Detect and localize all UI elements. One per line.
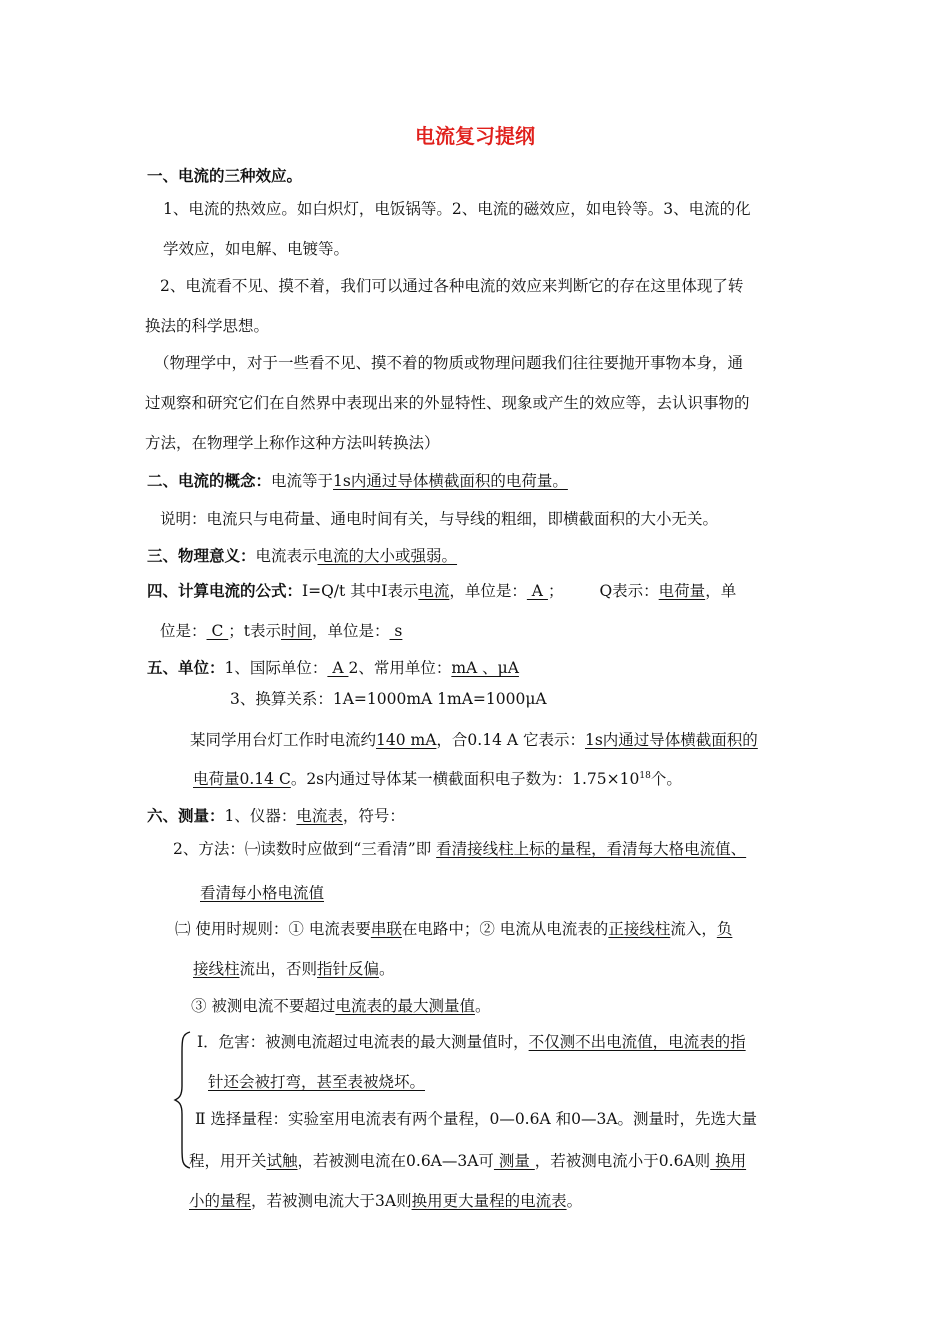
section-4-line-1 — [147, 580, 736, 602]
s3-text: 电流表示 — [255, 547, 318, 565]
section-6-heading: 六、测量： — [147, 807, 225, 825]
s6-range-answer-switch-1: 换用 — [710, 1152, 747, 1170]
s4-text-1: I=Q/t 其中I表示 — [302, 582, 419, 600]
s6-range-line-1: Ⅱ 选择量程：实验室用电流表有两个量程，0—0.6A 和0—3A。测量时，先选大量 — [195, 1110, 758, 1128]
s6-danger-line-2 — [208, 1071, 425, 1093]
s6-rules-answer-reverse: 指针反偏 — [317, 960, 380, 978]
s6-range-text-1: 程，用开关 — [189, 1152, 267, 1170]
s4-answer-unit-c: C — [206, 622, 229, 640]
section-4-line-2 — [160, 620, 402, 642]
s4-answer-unit-a: A — [526, 582, 548, 600]
s5-example-answer-3: 电荷量0.14 C — [193, 770, 291, 788]
s6-range-text-2: ，若被测电流在0.6A—3A可 — [297, 1152, 494, 1170]
s6-rules-text-5: 。 — [379, 960, 395, 978]
s5-example-answer-1: 140 mA — [376, 731, 437, 749]
curly-brace — [173, 1030, 193, 1170]
s4-text-8: ，单位是： — [311, 622, 390, 640]
s6-range-text-5: 。 — [566, 1192, 583, 1210]
s6-rules-answer-negative-1: 负 — [716, 920, 733, 938]
s1-line-1: 1、电流的热效应。如白炽灯，电饭锅等。2、电流的磁效应，如电铃等。3、电流的化 — [163, 200, 751, 218]
section-3-line — [147, 545, 457, 567]
s5-conversion: 3、换算关系：1A=1000mA 1mA=1000μA — [230, 690, 547, 708]
s6-rules-text-6: ③ 被测电流不要超过 — [191, 997, 336, 1015]
s6-range-answer-measure: 测量 — [493, 1152, 535, 1170]
s6-range-line-2 — [189, 1150, 746, 1172]
s6-rules-text-2: 在电路中；② 电流从电流表的 — [401, 920, 609, 938]
s6-rules-answer-negative-2: 接线柱 — [193, 960, 240, 978]
s2-text: 电流等于 — [271, 472, 334, 490]
s6-rules-line-2 — [193, 958, 395, 980]
s4-text-5: ，单 — [705, 582, 737, 600]
s5-answer-common-units: mA 、μA — [451, 659, 519, 677]
s6-rules-line-1 — [175, 918, 732, 940]
s5-text-2: 2、常用单位： — [348, 659, 452, 677]
s4-answer-charge: 电荷量 — [658, 582, 706, 600]
s5-example-text-1: 某同学用台灯工作时电流约 — [190, 731, 377, 749]
s1-line-2: 学效应，如电解、电镀等。 — [163, 240, 350, 258]
section-2-heading: 二、电流的概念： — [147, 472, 272, 490]
s1-line-6: 过观察和研究它们在自然界中表现出来的外显特性、现象或产生的效应等，去认识事物的 — [145, 394, 750, 412]
s6-danger-answer-1: 不仅测不出电流值，电流表的指 — [528, 1033, 746, 1051]
s5-example-text-4: 个。 — [650, 770, 682, 788]
s6-method-answer-1: 看清接线柱上标的量程，看清每大格电流值、 — [436, 840, 747, 858]
s5-example-line-1 — [190, 729, 758, 751]
s6-answer-instrument: 电流表 — [296, 807, 343, 825]
s1-line-5: （物理学中，对于一些看不见、摸不着的物质或物理问题我们往往要抛开事物本身，通 — [154, 354, 744, 372]
s5-example-text-3: 。2s内通过导体某一横截面积电子数为：1.75×10 — [290, 770, 640, 788]
s6-range-text-4: ，若被测电流大于3A则 — [251, 1192, 412, 1210]
section-3-heading: 三、物理意义： — [147, 547, 256, 565]
s6-method-line-2 — [200, 882, 324, 904]
s6-range-answer-larger: 换用更大量程的电流表 — [411, 1192, 567, 1210]
section-6-line-1 — [147, 805, 405, 827]
s6-method-answer-2: 看清每小格电流值 — [200, 884, 325, 902]
s5-example-answer-2: 1s内通过导体横截面积的 — [584, 731, 758, 749]
s4-answer-current: 电流 — [418, 582, 450, 600]
s4-text-4: Q表示： — [599, 582, 659, 600]
s4-text-2: ，单位是： — [449, 582, 527, 600]
s6-rules-answer-series: 串联 — [370, 920, 402, 938]
s6-text-2: ，符号： — [342, 807, 405, 825]
section-1-heading: 一、电流的三种效应。 — [147, 167, 303, 185]
s6-rules-text-4: 流出，否则 — [239, 960, 318, 978]
s6-danger-line-1 — [197, 1031, 746, 1053]
s5-example-text-2: ，合0.14 A 它表示： — [436, 731, 585, 749]
s1-line-7: 方法，在物理学上称作这种方法叫转换法） — [145, 434, 440, 452]
s4-text-7: ；t表示 — [228, 622, 281, 640]
section-5-heading: 五、单位： — [147, 659, 225, 677]
s6-range-answer-trial: 试触 — [266, 1152, 298, 1170]
s6-range-text-3: ，若被测电流小于0.6A则 — [534, 1152, 711, 1170]
s1-line-3: 2、电流看不见、摸不着，我们可以通过各种电流的效应来判断它的存在这里体现了转 — [160, 277, 744, 295]
s6-text-1: 1、仪器： — [224, 807, 297, 825]
section-5-line-1 — [147, 657, 519, 679]
s6-danger-answer-2: 针还会被打弯，甚至表被烧坏。 — [208, 1073, 426, 1091]
s6-range-answer-switch-2: 小的量程 — [189, 1192, 252, 1210]
s5-exponent: 18 — [639, 771, 651, 781]
s6-rules-line-3 — [191, 995, 490, 1017]
s2-note: 说明：电流只与电荷量、通电时间有关，与导线的粗细，即横截面积的大小无关。 — [160, 510, 719, 528]
s5-example-line-2 — [193, 768, 682, 790]
section-4-heading: 四、计算电流的公式： — [147, 582, 303, 600]
s4-text-6: 位是： — [160, 622, 207, 640]
s6-method-text: 2、方法：㈠读数时应做到“三看清”即 — [173, 840, 437, 858]
section-2-line — [147, 470, 568, 492]
s3-meaning: 电流的大小或强弱。 — [317, 547, 458, 565]
s6-danger-text: Ⅰ．危害：被测电流超过电流表的最大测量值时， — [197, 1033, 529, 1051]
s6-rules-answer-positive: 正接线柱 — [608, 920, 671, 938]
s2-definition: 1s内通过导体横截面积的电荷量。 — [333, 472, 568, 490]
s6-rules-text-1: ㈡ 使用时规则：① 电流表要 — [175, 920, 371, 938]
s6-rules-text-7: 。 — [474, 997, 491, 1015]
s1-line-4: 换法的科学思想。 — [145, 317, 270, 335]
page-title: 电流复习提纲 — [415, 124, 535, 148]
s4-answer-unit-s: s — [389, 622, 403, 640]
s6-rules-text-3: 流入， — [670, 920, 717, 938]
s6-range-line-3 — [189, 1190, 582, 1212]
s5-answer-si-unit: A — [327, 659, 349, 677]
s4-text-3: ； — [547, 582, 564, 600]
s6-rules-answer-max: 电流表的最大测量值 — [335, 997, 475, 1015]
s4-answer-time: 时间 — [280, 622, 312, 640]
s6-method-line-1 — [173, 838, 746, 860]
s5-text-1: 1、国际单位： — [224, 659, 328, 677]
